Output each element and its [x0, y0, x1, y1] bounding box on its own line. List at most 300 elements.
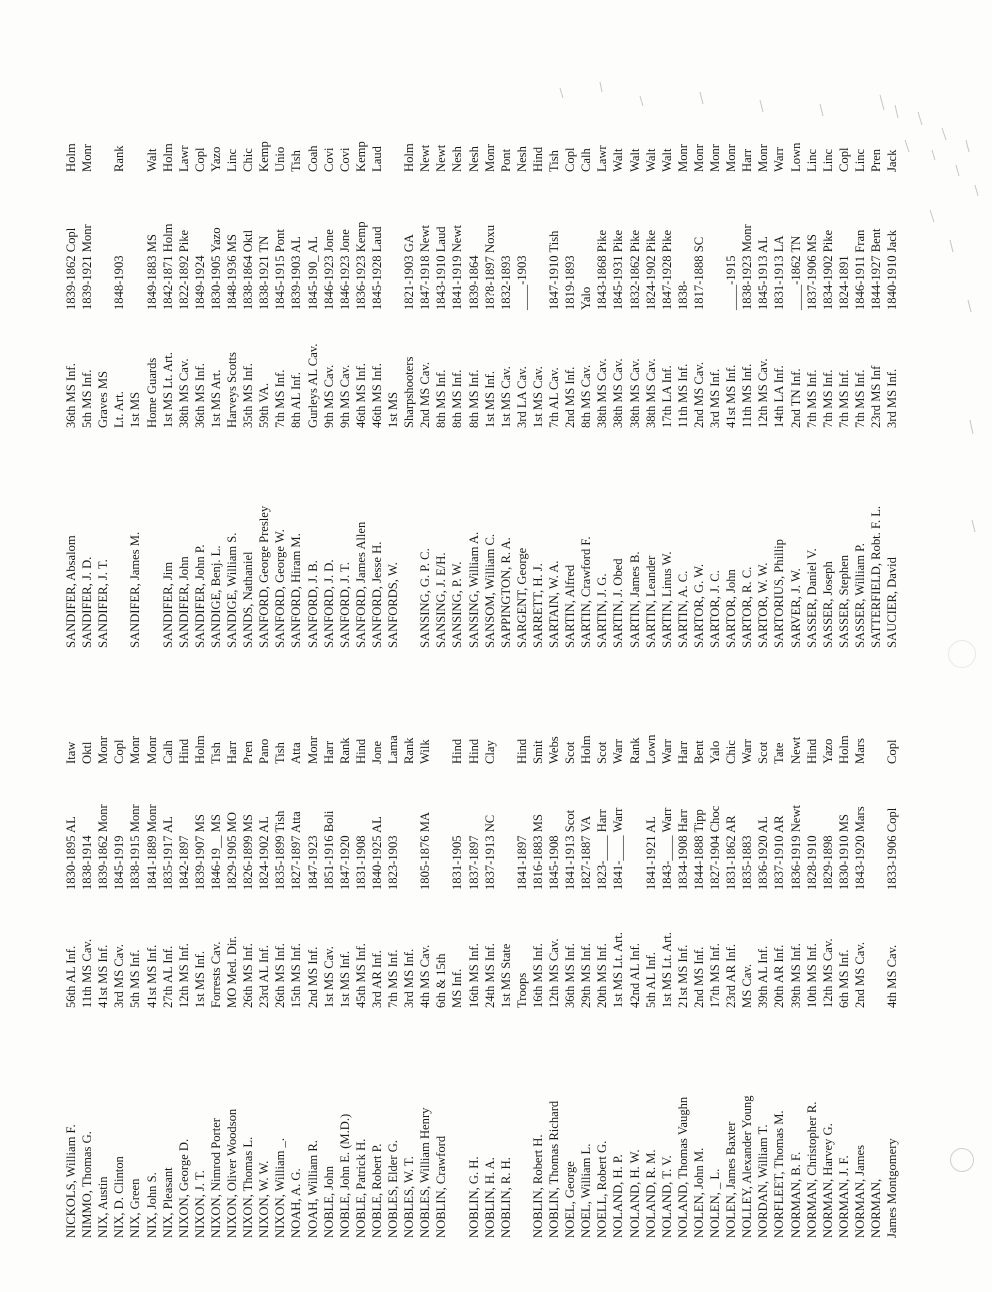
county-code: Newt: [788, 736, 803, 764]
county-code: Warr: [611, 739, 626, 764]
county-code: Chic: [241, 148, 256, 172]
soldier-name: SASSER, Joseph: [820, 561, 835, 648]
unit-name: 7th MS Inf.: [273, 369, 288, 428]
county-code: Holm: [579, 735, 594, 764]
county-code: Rank: [337, 737, 352, 764]
soldier-name: NOEL, George: [563, 1161, 578, 1238]
county-code: Covi: [337, 147, 352, 172]
rotated-roster-sheet: [62, 88, 922, 1238]
life-dates: 1844-1927 Bent: [869, 228, 883, 310]
soldier-name: NIXON, Thomas L.: [241, 1136, 256, 1238]
soldier-name: SANDIFER, John P.: [192, 544, 207, 648]
county-code: Holm: [402, 143, 417, 172]
soldier-name: SANFORD, James Allen: [353, 521, 368, 648]
unit-name: 27th AL Inf.: [160, 945, 175, 1008]
unit-name: 1st MS Lt. Art.: [611, 932, 626, 1008]
life-dates: 1843-1910 Laud: [434, 226, 449, 310]
county-code: Lown: [788, 142, 803, 172]
soldier-name: NOEL, William L.: [579, 1143, 594, 1238]
soldier-name: NOLAND, Thomas Vaughn: [675, 1096, 690, 1238]
soldier-name: NORMAN, J. F.: [836, 1155, 851, 1238]
life-dates: 1838-1864 Oktl: [241, 229, 256, 310]
life-dates: ____-1903: [514, 255, 529, 310]
unit-name: 41st MS Inf.: [724, 364, 739, 428]
soldier-name: SANSING, J. E/H.: [434, 552, 449, 648]
unit-name: 2nd MS Inf.: [563, 366, 578, 428]
unit-name: 24th MS Inf.: [482, 943, 497, 1008]
unit-name: 1st MS: [128, 391, 143, 428]
life-dates: 1840-1910 Jack: [885, 229, 900, 310]
unit-name: 3rd MS Inf.: [402, 948, 417, 1008]
unit-name: Lt. Art.: [112, 391, 127, 428]
county-code: Harr: [321, 740, 336, 764]
unit-name: 36th MS Inf.: [563, 943, 578, 1008]
soldier-name: SARTIN, J. G.: [595, 573, 610, 648]
soldier-name: NIXON, Nimrod Porter: [208, 1118, 223, 1238]
life-dates: 1829-1905 MO: [225, 811, 239, 890]
soldier-name: NIXON, William _.: [273, 1138, 288, 1238]
life-dates: 1847-1910 Tish: [547, 230, 561, 310]
unit-name: 3rd MS Inf.: [885, 368, 900, 428]
hole-punch-mark-top: [948, 640, 976, 668]
soldier-name: NORMAN, B. F.: [788, 1151, 803, 1238]
life-dates: 1835-1883: [740, 835, 755, 890]
unit-name: Forrests Cav.: [208, 941, 223, 1008]
soldier-name: NOBLES, W. T.: [402, 1156, 417, 1238]
unit-name: 1st MS Inf.: [337, 950, 352, 1008]
county-code: Newt: [418, 144, 433, 172]
soldier-name: SATTERFIELD, Robt. F. L.: [869, 505, 883, 648]
life-dates: 1846-1923 Jone: [337, 229, 352, 310]
life-dates: 1849-1924: [192, 255, 207, 310]
county-code: Yazo: [820, 738, 835, 764]
life-dates: 1845-1915 Pont: [273, 229, 288, 310]
life-dates: 1839-1862 Copl: [64, 227, 78, 310]
life-dates: 1841-1921 AL: [643, 816, 658, 890]
county-code: Monr: [128, 736, 143, 764]
county-code: Pren: [869, 148, 883, 172]
unit-name: 7th MS Inf.: [820, 369, 835, 428]
unit-name: 14th LA Inf.: [772, 365, 787, 428]
life-dates: 1837-1906 MS: [804, 234, 819, 310]
unit-name: 36th MS Inf.: [64, 363, 78, 428]
county-code: Copl: [192, 147, 207, 172]
soldier-name: NOLEN, John M.: [691, 1147, 706, 1238]
county-code: Tate: [772, 742, 787, 764]
soldier-name: NOAH, A. G.: [289, 1168, 304, 1238]
county-code: Lawr: [176, 145, 191, 172]
soldier-name: NOBLIN, Crawford: [434, 1135, 449, 1238]
soldier-name: SARTOR, R. C.: [740, 566, 755, 648]
soldier-name: NIX, D. Clinton: [112, 1156, 127, 1238]
soldier-name: SAPPINGTON, R. A.: [498, 537, 513, 648]
unit-name: 6th & 15th: [434, 953, 449, 1008]
soldier-name: NOLAND, H. P.: [611, 1154, 626, 1238]
county-code: Chic: [724, 740, 739, 764]
county-code: Coah: [305, 145, 320, 172]
life-dates: 1837-1913 NC: [482, 814, 497, 890]
life-dates: 1831-1862 AR: [724, 815, 739, 890]
life-dates: 1838-1915 Monr: [128, 804, 143, 890]
life-dates: 1832-1862 Pike: [627, 229, 642, 310]
life-dates: 1839-1864: [466, 255, 481, 310]
life-dates: 1823-1903: [386, 835, 400, 890]
soldier-name: SASSER, William P.: [852, 543, 867, 648]
life-dates: 1829-1898: [820, 835, 835, 890]
county-code: Monr: [305, 736, 320, 764]
soldier-name: SARTIN, A. C.: [675, 570, 690, 648]
soldier-name: NOLEN, _ L.: [708, 1168, 722, 1238]
soldier-name: NIXON, W. W.: [257, 1160, 272, 1238]
life-dates: 1824-1902 AL: [257, 816, 272, 890]
unit-name: 23rd AL Inf.: [257, 945, 272, 1008]
soldier-name: SANSING, William A.: [466, 531, 481, 648]
county-code: Monr: [482, 144, 497, 172]
county-code: Atta: [289, 742, 304, 764]
life-dates: 1839-1907 MS: [192, 814, 207, 890]
life-dates: 1828-1910: [804, 835, 819, 890]
unit-name: 12th MS Inf.: [176, 943, 191, 1008]
soldier-name: NIXON, George D.: [176, 1138, 191, 1238]
unit-name: 1st MS Art.: [208, 369, 223, 428]
unit-name: 3rd LA Cav.: [514, 366, 529, 428]
county-code: Laud: [369, 146, 384, 172]
soldier-name: NOBLE, John E. (M.D.): [337, 1113, 352, 1238]
life-dates: 1845-1913 AL: [756, 236, 771, 310]
county-code: Tish: [273, 742, 288, 764]
soldier-name: NOBLIN, G. H.: [466, 1156, 481, 1238]
life-dates: 1823-____ Harr: [595, 809, 610, 890]
county-code: Calh: [579, 148, 594, 172]
unit-name: 46th MS Inf.: [369, 363, 384, 428]
soldier-name: NIXON, Oliver Woodson: [225, 1108, 239, 1238]
soldier-name: James Montgomery: [885, 1138, 900, 1238]
life-dates: 1838-1914: [80, 835, 95, 890]
soldier-name: SAUCIER, David: [885, 557, 900, 648]
soldier-name: NOLEN, James Baxter: [724, 1121, 739, 1238]
unit-name: 38th MS Cav.: [627, 358, 642, 428]
soldier-name: SARRETT, H. J.: [530, 563, 545, 648]
county-code: Harr: [225, 740, 239, 764]
life-dates: 1846-19__ MS: [208, 814, 223, 890]
unit-name: 41st MS Inf.: [144, 944, 159, 1008]
county-code: Rank: [402, 737, 417, 764]
soldier-name: SARTORIUS, Phillip: [772, 539, 787, 648]
life-dates: 1843-1920 Mars: [852, 806, 867, 890]
soldier-name: NOAH, William R.: [305, 1140, 320, 1238]
county-code: Itaw: [64, 741, 78, 764]
life-dates: 1827-1904 Choc: [708, 805, 722, 890]
unit-name: 16th MS Inf.: [530, 943, 545, 1008]
soldier-name: SANFORDS, W.: [386, 562, 400, 648]
soldier-name: SANSING, P. W.: [450, 561, 465, 648]
county-code: Copl: [112, 739, 127, 764]
county-code: Linc: [852, 148, 867, 172]
unit-name: 11th MS Inf.: [675, 363, 690, 428]
unit-name: 12th MS Cav.: [820, 938, 835, 1008]
life-dates: 1836-1920 AL: [756, 816, 771, 890]
soldier-name: NIXON, J. T.: [192, 1170, 207, 1238]
unit-name: 59th VA.: [257, 382, 272, 428]
soldier-name: NOBLES, William Henry: [418, 1107, 433, 1238]
life-dates: 1816-1883 MS: [530, 814, 545, 890]
county-code: Warr: [740, 739, 755, 764]
county-code: Holm: [836, 735, 851, 764]
soldier-name: SANFORD, J. D.: [321, 559, 336, 648]
soldier-name: SANDIFER, J. D.: [80, 556, 95, 648]
soldier-name: SARTAIN, W. A.: [547, 560, 561, 648]
soldier-name: NOBLE, Patrick H.: [353, 1138, 368, 1238]
life-dates: 1832-1893: [498, 255, 513, 310]
life-dates: 1843-____ Warr: [659, 807, 674, 890]
soldier-name: SANDIFER, James M.: [128, 531, 143, 648]
soldier-name: NIX, John S.: [144, 1172, 159, 1238]
county-code: Scot: [563, 741, 578, 764]
life-dates: 1847-1918 Newt: [418, 225, 433, 310]
unit-name: 2nd MS Inf.: [305, 946, 320, 1008]
soldier-name: SANDS, Nathaniel: [241, 551, 256, 648]
county-code: Holm: [64, 143, 78, 172]
life-dates: 1826-1899 MS: [241, 814, 256, 890]
county-code: Walt: [144, 148, 159, 172]
county-code: Jack: [885, 149, 900, 172]
soldier-name: SANFORD, J. T.: [337, 562, 352, 648]
unit-name: 46th MS Inf.: [353, 363, 368, 428]
county-code: Monr: [675, 144, 690, 172]
county-code: Warr: [772, 147, 787, 172]
unit-name: 36th MS Inf.: [192, 363, 207, 428]
life-dates: 1835-1899 Tish: [273, 810, 288, 890]
unit-name: 8th MS Inf.: [466, 369, 481, 428]
unit-name: 15th MS Inf.: [289, 943, 304, 1008]
county-code: Monr: [756, 144, 771, 172]
unit-name: 9th MS Cav.: [321, 364, 336, 428]
unit-name: 26th MS Inf.: [241, 943, 256, 1008]
soldier-name: SANSOM, William C.: [482, 533, 497, 648]
county-code: Unio: [273, 146, 288, 172]
soldier-name: SANDIGE, William S.: [225, 532, 239, 648]
county-code: Lama: [386, 735, 400, 764]
soldier-name: SANFORD, Hiram M.: [289, 533, 304, 648]
soldier-name: NOBLIN, Thomas Richard: [547, 1100, 561, 1238]
soldier-name: NORMAN, James: [852, 1144, 867, 1238]
life-dates: 1841-1913 Scot: [563, 809, 578, 890]
life-dates: 1845-1908: [547, 835, 561, 890]
life-dates: 1819-1893: [563, 255, 578, 310]
county-code: Covi: [321, 147, 336, 172]
life-dates: ____-1915: [724, 255, 739, 310]
soldier-name: SARTIN, Linus W.: [659, 551, 674, 648]
county-code: Holm: [192, 735, 207, 764]
life-dates: 1834-1902 Pike: [820, 229, 835, 310]
life-dates: 1842-1871 Holm: [160, 223, 175, 310]
county-code: Bent: [691, 740, 706, 764]
county-code: Scot: [595, 741, 610, 764]
life-dates: 1846-1923 Jone: [321, 229, 336, 310]
county-code: Monr: [708, 144, 722, 172]
unit-name: Graves MS: [96, 370, 111, 428]
life-dates: Yalo: [579, 286, 594, 310]
county-code: Nesh: [450, 146, 465, 172]
life-dates: 1827-1897 Atta: [289, 811, 304, 890]
life-dates: 1827-1887 VA: [579, 815, 594, 890]
life-dates: 1846-1911 Fran: [852, 229, 867, 310]
unit-name: 2nd MS Cav.: [852, 941, 867, 1008]
county-code: Hind: [804, 738, 819, 764]
unit-name: 1st MS Inf.: [192, 950, 207, 1008]
life-dates: 1838-1923 Monr: [740, 224, 755, 310]
unit-name: 23rd MS Inf: [869, 365, 883, 428]
county-code: Jone: [369, 740, 384, 764]
unit-name: 29th MS Inf.: [579, 943, 594, 1008]
life-dates: 1833-1906 Copl: [885, 807, 900, 890]
life-dates: 1817-1888 SC: [691, 236, 706, 310]
soldier-name: SANDIFER, John: [176, 556, 191, 648]
life-dates: 1805-1876 MA: [418, 811, 433, 890]
unit-name: 11th MS Inf.: [740, 363, 755, 428]
life-dates: 18?8-1897 Noxu: [482, 225, 497, 310]
soldier-name: SARTOR, G. W.: [691, 563, 706, 648]
life-dates: 1844-1888 Tipp: [691, 809, 706, 890]
county-code: Kemp: [353, 141, 368, 172]
county-code: Monr: [80, 144, 95, 172]
soldier-name: SARTOR, J. C.: [708, 570, 722, 648]
life-dates: 1840-1925 AL: [369, 816, 384, 890]
unit-name: 5th MS Inf.: [80, 369, 95, 428]
county-code: Monr: [724, 144, 739, 172]
soldier-name: SANFORD, George W.: [273, 529, 288, 648]
soldier-name: NOBLIN, H. A.: [482, 1157, 497, 1238]
unit-name: 12th MS Cav.: [547, 938, 561, 1008]
unit-name: 1st MS Inf.: [482, 370, 497, 428]
unit-name: MO Med. Dir.: [225, 935, 239, 1008]
life-dates: 1841-1919 Newt: [450, 225, 465, 310]
county-code: Hind: [176, 738, 191, 764]
unit-name: 6th MS Inf.: [836, 949, 851, 1008]
unit-name: 1st MS Cav.: [530, 366, 545, 428]
life-dates: 1821-1903 GA: [402, 234, 417, 310]
life-dates: 1822-1892 Pike: [176, 229, 191, 310]
soldier-name: SARTIN, James B.: [627, 551, 642, 648]
unit-name: 5th MS Inf.: [128, 949, 143, 1008]
soldier-name: NOLAND, T. V.: [659, 1155, 674, 1238]
unit-name: 1st MS Lt. Art.: [659, 932, 674, 1008]
soldier-name: NOBLE, Robert P.: [369, 1143, 384, 1238]
unit-name: 45th MS Inf.: [353, 943, 368, 1008]
unit-name: 38th MS Cav.: [611, 358, 626, 428]
life-dates: 1843-1868 Pike: [595, 229, 610, 310]
life-dates: 1831-1905: [450, 835, 465, 890]
life-dates: 1837-1910 AR: [772, 815, 787, 890]
life-dates: 1831-1913 LA: [772, 235, 787, 310]
unit-name: 8th MS Inf.: [434, 369, 449, 428]
unit-name: 9th MS Cav.: [337, 364, 352, 428]
unit-name: 39th MS Inf.: [788, 943, 803, 1008]
unit-name: 1st MS Cav.: [498, 366, 513, 428]
life-dates: 1830-1910 MS: [836, 814, 851, 890]
roster-block-s-names: [62, 88, 922, 648]
unit-name: 3rd AR Inf.: [369, 950, 384, 1008]
county-code: Calh: [160, 740, 175, 764]
unit-name: Troops: [514, 972, 529, 1008]
life-dates: 1848-1936 MS: [225, 234, 239, 310]
county-code: Tish: [208, 742, 223, 764]
soldier-name: SARVER, J. W.: [788, 568, 803, 648]
soldier-name: SARTOR, John: [724, 569, 739, 648]
life-dates: 1836-1923 Kemp: [353, 221, 368, 310]
county-code: Monr: [96, 736, 111, 764]
life-dates: 1830-1895 AL: [64, 816, 78, 890]
county-code: Mars: [852, 738, 867, 764]
life-dates: 1831-1908: [353, 835, 368, 890]
unit-name: 5th AL Inf.: [643, 952, 658, 1008]
soldier-name: SASSER, Stephen: [836, 554, 851, 648]
soldier-name: SARTIN, Alfred: [563, 564, 578, 648]
unit-name: 1st MS Cav.: [321, 946, 336, 1008]
county-code: Webs: [547, 736, 561, 764]
county-code: Monr: [144, 736, 159, 764]
unit-name: 39th AL Inf.: [756, 945, 771, 1008]
county-code: Tish: [289, 150, 304, 172]
county-code: Kemp: [257, 141, 272, 172]
unit-name: 56th AL Inf.: [64, 945, 78, 1008]
county-code: Hind: [530, 146, 545, 172]
life-dates: 1847-1920: [337, 835, 352, 890]
unit-name: 2nd MS Cav.: [418, 361, 433, 428]
unit-name: 8th AL Inf.: [289, 372, 304, 428]
county-code: Hind: [466, 738, 481, 764]
county-code: Rank: [112, 145, 127, 172]
life-dates: 1845-1931 Pike: [611, 229, 626, 310]
unit-name: 17th LA Inf.: [659, 365, 674, 428]
soldier-name: SANDIFER, Jim: [160, 561, 175, 648]
life-dates: 1845-1919: [112, 835, 127, 890]
unit-name: MS Cav.: [740, 964, 755, 1008]
life-dates: 1841-____ Warr: [611, 807, 626, 890]
unit-name: 12th MS Cav.: [756, 358, 771, 428]
unit-name: 7th MS Inf.: [852, 369, 867, 428]
soldier-name: SANFORD, J. B.: [305, 560, 320, 648]
unit-name: 20th AR Inf.: [772, 944, 787, 1008]
county-code: Pren: [241, 740, 256, 764]
soldier-name: SANDIFER, Absalom: [64, 535, 78, 648]
soldier-name: NORMAN,: [869, 1178, 883, 1238]
life-dates: 1839-1862 Monr: [96, 804, 111, 890]
unit-name: 1st MS: [386, 391, 400, 428]
unit-name: 3rd MS Inf.: [708, 368, 722, 428]
unit-name: 2nd TN Inf.: [788, 368, 803, 428]
soldier-name: SARTIN, Leander: [643, 555, 658, 648]
county-code: Smit: [530, 740, 545, 764]
county-code: Clay: [482, 740, 497, 764]
soldier-name: NORDAN, William T.: [756, 1124, 771, 1238]
soldier-name: NIX, Green: [128, 1178, 143, 1238]
unit-name: 35th MS Inf.: [241, 363, 256, 428]
life-dates: 1824-1902 Pike: [643, 229, 658, 310]
soldier-name: NOLAND, R. M.: [643, 1149, 658, 1238]
life-dates: 1847-1923: [305, 835, 320, 890]
unit-name: 7th MS Inf.: [836, 369, 851, 428]
unit-name: 41st MS Inf.: [96, 944, 111, 1008]
soldier-name: NIX, Pleasant: [160, 1167, 175, 1238]
unit-name: 17th MS Inf.: [708, 943, 722, 1008]
soldier-name: NOLAND, H. W.: [627, 1149, 642, 1238]
unit-name: Home Guards: [144, 357, 159, 428]
soldier-name: NOLLEY, Alexander Young: [740, 1095, 755, 1238]
soldier-name: SARTOR, W. W.: [756, 562, 771, 648]
county-code: Holm: [160, 143, 175, 172]
life-dates: 1851-1916 Boli: [321, 810, 336, 890]
